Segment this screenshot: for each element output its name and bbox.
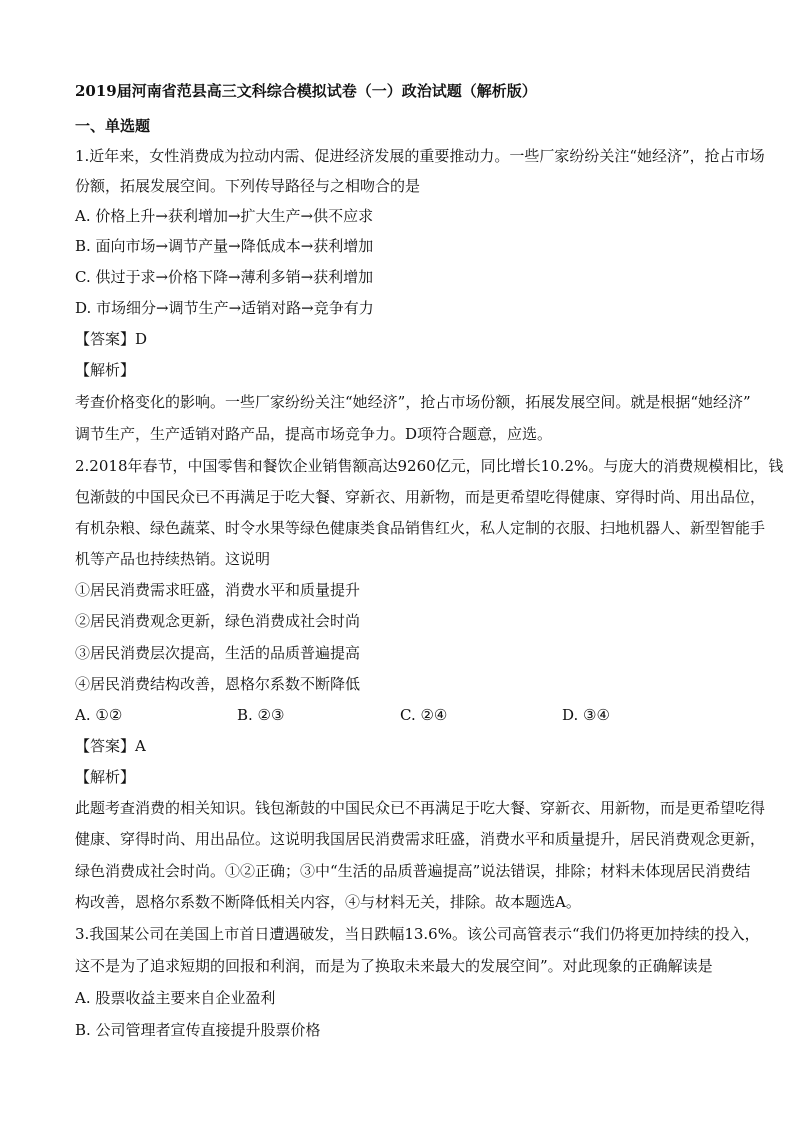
- q2-analysis-line: 此题考查消费的相关知识。钱包渐鼓的中国民众已不再满足于吃大餐、穿新衣、用新物，而是更希望吃得: [75, 799, 766, 817]
- q1-option-d: D. 市场细分→调节生产→适销对路→竞争有力: [75, 299, 374, 317]
- q2-stem-line: 包渐鼓的中国民众已不再满足于吃大餐、穿新衣、用新物，而是更希望吃得健康、穿得时尚、用出品位，: [75, 488, 766, 506]
- q2-stem-line: 2.2018年春节，中国零售和餐饮企业销售额高达9260亿元，同比增长10.2%。与庞大的消费规模相比，钱: [75, 457, 784, 475]
- q2-stem-line: 机等产品也持续热销。这说明: [75, 550, 271, 568]
- q3-stem-line: 3.我国某公司在美国上市首日遭遇破发，当日跌幅13.6%。该公司高管表示“我们仍将更加持续的投入，: [75, 925, 760, 943]
- q1-option-c: C. 供过于求→价格下降→薄利多销→获利增加: [75, 268, 374, 286]
- q2-item-2: ②居民消费观念更新，绿色消费成社会时尚: [75, 612, 361, 630]
- q2-stem-line: 有机杂粮、绿色蔬菜、时令水果等绿色健康类食品销售红火，私人定制的衣服、扫地机器人、新型智能手: [75, 519, 766, 537]
- q2-analysis-line: 健康、穿得时尚、用出品位。这说明我国居民消费需求旺盛，消费水平和质量提升，居民消费观念更新，: [75, 830, 766, 848]
- q1-option-a: A. 价格上升→获利增加→扩大生产→供不应求: [75, 207, 374, 225]
- q2-item-4: ④居民消费结构改善，恩格尔系数不断降低: [75, 675, 361, 693]
- q3-option-a: A. 股票收益主要来自企业盈利: [75, 989, 276, 1007]
- q1-analysis-label: 【解析】: [75, 361, 136, 379]
- q1-answer: 【答案】D: [75, 330, 148, 348]
- q3-option-b: B. 公司管理者宣传直接提升股票价格: [75, 1021, 321, 1039]
- section-heading: 一、单选题: [75, 117, 151, 135]
- q2-analysis-line: 绿色消费成社会时尚。①②正确；③中“生活的品质普遍提高”说法错误，排除；材料未体现居民消费结: [75, 862, 751, 880]
- q3-stem-line: 这不是为了追求短期的回报和利润，而是为了换取未来最大的发展空间”。对此现象的正确解读是: [75, 957, 713, 975]
- q2-option-b: B. ②③: [237, 706, 285, 724]
- q2-answer: 【答案】A: [75, 737, 146, 755]
- document-title: 2019届河南省范县高三文科综合模拟试卷（一）政治试题（解析版）: [75, 82, 537, 100]
- q2-item-1: ①居民消费需求旺盛，消费水平和质量提升: [75, 581, 361, 599]
- q2-item-3: ③居民消费层次提高，生活的品质普遍提高: [75, 644, 361, 662]
- q1-analysis-line: 调节生产，生产适销对路产品，提高市场竞争力。D项符合题意，应选。: [75, 425, 553, 443]
- q2-analysis-line: 构改善，恩格尔系数不断降低相关内容，④与材料无关，排除。故本题选A。: [75, 893, 581, 911]
- q2-option-d: D. ③④: [562, 706, 610, 724]
- q1-stem-line: 份额，拓展发展空间。下列传导路径与之相吻合的是: [75, 177, 421, 195]
- q2-option-c: C. ②④: [400, 706, 448, 724]
- q1-stem-line: 1.近年来，女性消费成为拉动内需、促进经济发展的重要推动力。一些厂家纷纷关注“她经济”，抢占市场: [75, 147, 765, 165]
- q1-option-b: B. 面向市场→调节产量→降低成本→获利增加: [75, 237, 374, 255]
- q2-analysis-label: 【解析】: [75, 768, 136, 786]
- q1-analysis-line: 考查价格变化的影响。一些厂家纷纷关注“她经济”，抢占市场份额，拓展发展空间。就是根据“她经济”: [75, 393, 751, 411]
- q2-option-a: A. ①②: [75, 706, 123, 724]
